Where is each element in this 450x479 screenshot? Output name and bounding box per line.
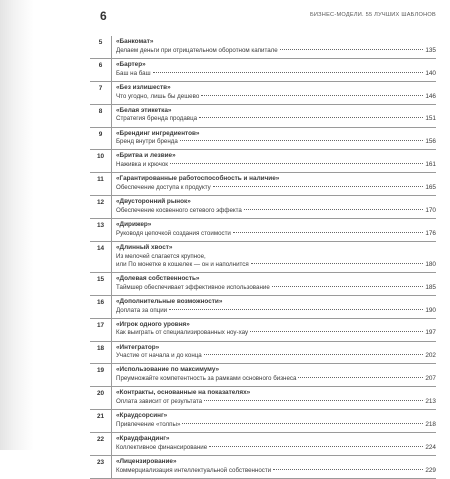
toc-entry-subtitle-line xyxy=(116,253,436,261)
toc-entry-subtitle: Преумножайте компетентность за рамками основного бизнеса xyxy=(116,375,297,383)
toc-entry xyxy=(90,433,436,456)
toc-entry-number: 12 xyxy=(90,196,112,218)
toc-entry xyxy=(90,36,436,59)
toc-entry-subtitle: Из мелочей слагается крупное, xyxy=(116,252,206,260)
toc-entry-page: 170 xyxy=(425,207,436,215)
toc-entry xyxy=(90,196,436,219)
toc-entry-title: «Банкомат» xyxy=(116,38,154,45)
toc-entry-body xyxy=(116,107,436,124)
toc-entry-subtitle-line xyxy=(116,93,436,101)
page-header xyxy=(100,11,436,25)
toc-entry-number: 5 xyxy=(90,36,112,58)
dot-leader xyxy=(204,353,424,355)
toc-entry-page: 176 xyxy=(425,229,436,237)
toc-entry-body xyxy=(116,130,436,147)
toc-entry-title: «Гарантированные работоспособность и наличие» xyxy=(116,175,280,183)
toc-entry xyxy=(90,342,436,365)
toc-entry-title: «Контракты, основанные на показателях» xyxy=(116,389,251,397)
toc-entry-subtitle-line xyxy=(116,261,436,269)
toc-entry xyxy=(90,105,436,128)
toc-entry-body xyxy=(116,61,436,78)
toc-entry xyxy=(90,319,436,342)
toc-entry-subtitle-line xyxy=(116,444,436,452)
toc-entry-subtitle-line xyxy=(116,329,436,337)
toc-entry-body xyxy=(116,175,436,192)
dot-leader xyxy=(182,422,423,424)
toc-entry-subtitle: Что угодно, лишь бы дешево xyxy=(116,92,200,100)
toc-entry-title: «Долевая собственность» xyxy=(116,274,200,282)
toc-entry-title: «Краудфандинг» xyxy=(116,435,170,443)
toc-entry-subtitle-line xyxy=(116,70,436,78)
toc-entry-subtitle-line xyxy=(116,138,436,146)
toc-entry-body xyxy=(116,152,436,169)
toc-entry xyxy=(90,273,436,296)
toc-entry-title: «Использование по максимуму» xyxy=(116,366,220,374)
toc-entry-subtitle: Руководя цепочкой создания стоимости xyxy=(116,229,231,237)
toc-entry-subtitle-line xyxy=(116,421,436,429)
toc-entry-page: 185 xyxy=(425,283,436,291)
toc-entry-subtitle-line xyxy=(116,398,436,406)
dot-leader xyxy=(201,94,423,96)
toc-entry-title: «Брендинг ингредиентов» xyxy=(116,129,200,137)
toc-entry-number: 10 xyxy=(90,150,112,172)
toc-entry-page: 165 xyxy=(425,184,436,192)
toc-entry-page: 229 xyxy=(425,466,436,474)
toc-entry-title: «Без излишеств» xyxy=(116,83,171,91)
toc-entry-body xyxy=(116,458,436,475)
toc-entry-subtitle-line xyxy=(116,467,436,475)
toc-entry-page: 146 xyxy=(425,92,436,100)
toc-entry-title: «Двусторонний рынок» xyxy=(116,198,191,206)
toc-entry-page: 190 xyxy=(425,306,436,314)
toc-entry-body xyxy=(116,344,436,361)
toc-entry-body xyxy=(116,38,436,55)
toc-entry xyxy=(90,128,436,151)
toc-entry-number: 11 xyxy=(90,173,112,195)
toc-entry-subtitle: Наживка и крючок xyxy=(116,161,168,169)
dot-leader xyxy=(272,285,424,287)
toc-entry-number: 8 xyxy=(90,105,112,127)
toc-entry-body xyxy=(116,321,436,338)
toc-entry-number: 7 xyxy=(90,82,112,104)
toc-entry xyxy=(90,456,436,479)
toc-entry-subtitle: Коммерциализация интеллектуальной собственности xyxy=(116,466,272,474)
toc-entry-number: 14 xyxy=(90,242,112,272)
toc-entry-number: 18 xyxy=(90,342,112,364)
toc-entry-title: «Интегратор» xyxy=(116,343,160,351)
toc-entry-title: «Белая этикетка» xyxy=(116,106,172,114)
toc-entry-subtitle-line xyxy=(116,207,436,215)
toc-entry-body xyxy=(116,221,436,238)
dot-leader xyxy=(250,330,423,332)
toc-entry-page: 135 xyxy=(425,46,436,54)
toc-entry-number: 16 xyxy=(90,296,112,318)
dot-leader xyxy=(244,208,423,210)
toc-entry-body xyxy=(116,412,436,429)
toc-entry xyxy=(90,387,436,410)
dot-leader xyxy=(298,376,423,378)
toc-entry-page: 151 xyxy=(425,115,436,123)
toc-entry xyxy=(90,242,436,273)
toc-entry-subtitle: Как выиграть от специализированных ноу-хау xyxy=(116,329,249,337)
toc-entry-title: «Лицензирование» xyxy=(116,458,177,466)
toc-entry-page: 213 xyxy=(425,398,436,406)
toc-entry-subtitle: Делаем деньги при отрицательном оборотном капитале xyxy=(116,46,278,54)
toc-entry-page: 207 xyxy=(425,375,436,383)
toc-entry-title: «Бартер» xyxy=(116,60,146,68)
dot-leader xyxy=(180,139,423,141)
toc-entry xyxy=(90,173,436,196)
toc-entry-subtitle-line xyxy=(116,307,436,315)
toc-entry xyxy=(90,59,436,82)
toc-entry-subtitle: или По монетке в кошелек — он и наполнится xyxy=(116,261,249,269)
toc-entry-subtitle-line xyxy=(116,230,436,238)
dot-leader xyxy=(233,231,423,233)
toc-entry-title: «Игрок одного уровня» xyxy=(116,320,190,328)
dot-leader xyxy=(204,399,423,401)
toc-entry-body xyxy=(116,389,436,406)
running-title: БИЗНЕС-МОДЕЛИ. 55 ЛУЧШИХ ШАБЛОНОВ xyxy=(309,12,436,18)
toc-entry-body xyxy=(116,366,436,383)
dot-leader xyxy=(209,445,423,447)
toc-entry xyxy=(90,82,436,105)
toc-entry-subtitle-line xyxy=(116,115,436,123)
dot-leader xyxy=(280,48,424,50)
dot-leader xyxy=(273,468,423,470)
toc-entry-title: «Краудсорсинг» xyxy=(116,412,168,420)
toc-entry-page: 180 xyxy=(425,261,436,269)
page-number: 6 xyxy=(100,9,107,23)
toc-entry-body xyxy=(116,275,436,292)
toc-entry-number: 23 xyxy=(90,456,112,478)
toc-entry xyxy=(90,296,436,319)
toc-entry-number: 9 xyxy=(90,128,112,150)
toc-entry-number: 20 xyxy=(90,387,112,409)
toc-entry-title: «Дирижер» xyxy=(116,221,152,229)
toc-entry-body xyxy=(116,198,436,215)
table-of-contents xyxy=(90,36,436,479)
toc-entry-number: 22 xyxy=(90,433,112,455)
toc-entry-subtitle: Участие от начала и до конца xyxy=(116,352,202,360)
toc-entry-subtitle: Коллективное финансирование xyxy=(116,443,208,451)
toc-entry xyxy=(90,364,436,387)
toc-entry-page: 140 xyxy=(425,69,436,77)
toc-entry-title: «Длинный хвост» xyxy=(116,244,173,252)
toc-entry-subtitle-line xyxy=(116,47,436,55)
toc-entry xyxy=(90,150,436,173)
toc-entry-number: 21 xyxy=(90,410,112,432)
toc-entry-subtitle: Стратегия бренда продавца xyxy=(116,115,198,123)
dot-leader xyxy=(153,71,424,73)
toc-entry-title: «Дополнительные возможности» xyxy=(116,297,223,305)
toc-entry-body xyxy=(116,298,436,315)
toc-entry-number: 15 xyxy=(90,273,112,295)
toc-entry-title: «Бритва и лезвие» xyxy=(116,152,176,160)
toc-entry-body xyxy=(116,84,436,101)
toc-entry-number: 17 xyxy=(90,319,112,341)
toc-entry-subtitle: Обеспечение косвенного сетевого эффекта xyxy=(116,207,242,215)
toc-entry-page: 202 xyxy=(425,352,436,360)
toc-entry-subtitle-line xyxy=(116,284,436,292)
toc-entry-subtitle: Обеспечение доступа к продукту xyxy=(116,184,211,192)
toc-entry-page: 224 xyxy=(425,443,436,451)
toc-entry-subtitle: Баш на баш xyxy=(116,69,151,77)
toc-entry-page: 197 xyxy=(425,329,436,337)
dot-leader xyxy=(199,116,423,118)
toc-entry-subtitle-line xyxy=(116,375,436,383)
dot-leader xyxy=(169,308,423,310)
toc-entry-page: 218 xyxy=(425,421,436,429)
toc-entry xyxy=(90,219,436,242)
toc-entry-subtitle: Оплата зависит от результата xyxy=(116,398,203,406)
toc-entry-subtitle: Таймшер обеспечивает эффективное использование xyxy=(116,283,270,291)
dot-leader xyxy=(170,162,423,164)
toc-entry-subtitle: Привлечение «толпы» xyxy=(116,421,181,429)
toc-entry-number: 19 xyxy=(90,364,112,386)
toc-entry-subtitle-line xyxy=(116,184,436,192)
dot-leader xyxy=(213,185,424,187)
toc-entry-body xyxy=(116,244,436,270)
toc-entry-number: 6 xyxy=(90,59,112,81)
toc-entry-subtitle: Доплата за опции xyxy=(116,306,168,314)
dot-leader xyxy=(251,262,424,264)
toc-entry-subtitle-line xyxy=(116,352,436,360)
toc-entry xyxy=(90,410,436,433)
toc-entry-subtitle: Бренд внутри бренда xyxy=(116,138,178,146)
toc-entry-number: 13 xyxy=(90,219,112,241)
toc-entry-page: 161 xyxy=(425,161,436,169)
toc-entry-subtitle-line xyxy=(116,161,436,169)
toc-entry-page: 156 xyxy=(425,138,436,146)
